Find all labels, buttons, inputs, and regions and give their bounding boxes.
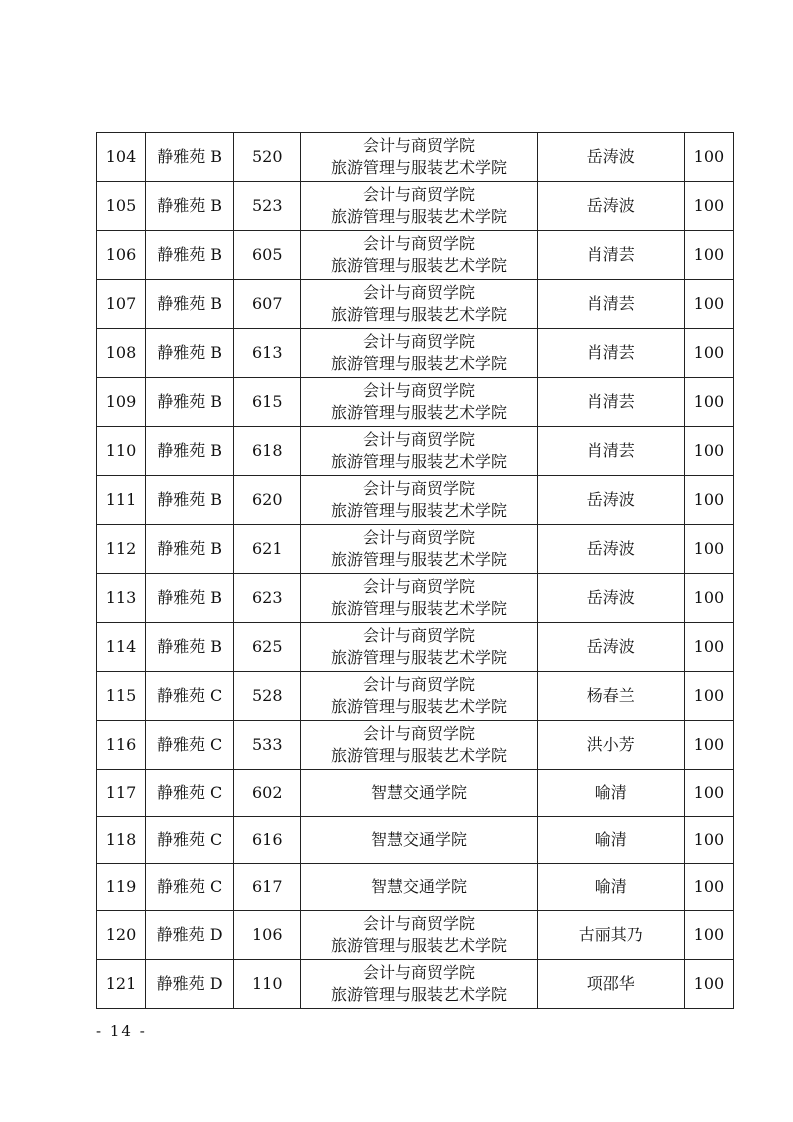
row-number-cell: 106 bbox=[97, 231, 146, 280]
room-cell: 623 bbox=[234, 574, 301, 623]
room-cell: 602 bbox=[234, 770, 301, 817]
row-number-cell: 119 bbox=[97, 864, 146, 911]
building-cell: 静雅苑 B bbox=[146, 329, 234, 378]
row-number-cell: 113 bbox=[97, 574, 146, 623]
teacher-cell: 肖清芸 bbox=[537, 378, 684, 427]
building-cell: 静雅苑 C bbox=[146, 770, 234, 817]
score-cell: 100 bbox=[684, 672, 733, 721]
building-cell: 静雅苑 D bbox=[146, 911, 234, 960]
table-row bbox=[97, 960, 734, 1009]
college-name: 旅游管理与服装艺术学院 bbox=[330, 207, 507, 226]
row-number-cell: 116 bbox=[97, 721, 146, 770]
teacher-cell: 洪小芳 bbox=[537, 721, 684, 770]
college-cell bbox=[301, 864, 537, 911]
row-number-cell: 118 bbox=[97, 817, 146, 864]
college-cell bbox=[301, 378, 537, 427]
teacher-cell: 肖清芸 bbox=[537, 231, 684, 280]
room-cell: 106 bbox=[234, 911, 301, 960]
room-cell: 625 bbox=[234, 623, 301, 672]
table-body bbox=[97, 133, 734, 1009]
college-name: 会计与商贸学院 bbox=[362, 283, 475, 302]
college-cell bbox=[301, 182, 537, 231]
college-cell bbox=[301, 574, 537, 623]
room-cell: 615 bbox=[234, 378, 301, 427]
table-row bbox=[97, 864, 734, 911]
score-cell: 100 bbox=[684, 721, 733, 770]
building-cell: 静雅苑 B bbox=[146, 280, 234, 329]
table-row bbox=[97, 911, 734, 960]
teacher-cell: 岳涛波 bbox=[537, 525, 684, 574]
building-cell: 静雅苑 C bbox=[146, 864, 234, 911]
score-cell: 100 bbox=[684, 525, 733, 574]
row-number-cell: 104 bbox=[97, 133, 146, 182]
college-name: 旅游管理与服装艺术学院 bbox=[330, 550, 507, 569]
college-cell bbox=[301, 911, 537, 960]
room-cell: 523 bbox=[234, 182, 301, 231]
college-name: 会计与商贸学院 bbox=[362, 332, 475, 351]
college-cell bbox=[301, 329, 537, 378]
room-cell: 616 bbox=[234, 817, 301, 864]
college-name: 旅游管理与服装艺术学院 bbox=[330, 697, 507, 716]
room-cell: 620 bbox=[234, 476, 301, 525]
college-name: 智慧交通学院 bbox=[370, 830, 467, 849]
room-cell: 110 bbox=[234, 960, 301, 1009]
college-name: 会计与商贸学院 bbox=[362, 136, 475, 155]
teacher-cell: 岳涛波 bbox=[537, 182, 684, 231]
room-cell: 607 bbox=[234, 280, 301, 329]
teacher-cell: 喻清 bbox=[537, 817, 684, 864]
teacher-cell: 肖清芸 bbox=[537, 329, 684, 378]
college-name: 旅游管理与服装艺术学院 bbox=[330, 599, 507, 618]
college-name: 会计与商贸学院 bbox=[362, 675, 475, 694]
building-cell: 静雅苑 D bbox=[146, 960, 234, 1009]
table-row bbox=[97, 427, 734, 476]
room-cell: 520 bbox=[234, 133, 301, 182]
teacher-cell: 肖清芸 bbox=[537, 280, 684, 329]
room-cell: 621 bbox=[234, 525, 301, 574]
table-row bbox=[97, 133, 734, 182]
building-cell: 静雅苑 B bbox=[146, 133, 234, 182]
room-cell: 613 bbox=[234, 329, 301, 378]
building-cell: 静雅苑 C bbox=[146, 721, 234, 770]
table-row bbox=[97, 574, 734, 623]
score-cell: 100 bbox=[684, 182, 733, 231]
college-cell bbox=[301, 623, 537, 672]
row-number-cell: 105 bbox=[97, 182, 146, 231]
table-row bbox=[97, 476, 734, 525]
college-name: 旅游管理与服装艺术学院 bbox=[330, 256, 507, 275]
college-cell bbox=[301, 525, 537, 574]
score-cell: 100 bbox=[684, 911, 733, 960]
college-name: 旅游管理与服装艺术学院 bbox=[330, 936, 507, 955]
college-name: 旅游管理与服装艺术学院 bbox=[330, 452, 507, 471]
row-number-cell: 120 bbox=[97, 911, 146, 960]
table-row bbox=[97, 721, 734, 770]
college-name: 会计与商贸学院 bbox=[362, 381, 475, 400]
college-name: 会计与商贸学院 bbox=[362, 479, 475, 498]
college-cell bbox=[301, 721, 537, 770]
room-cell: 528 bbox=[234, 672, 301, 721]
score-cell: 100 bbox=[684, 427, 733, 476]
college-name: 旅游管理与服装艺术学院 bbox=[330, 403, 507, 422]
score-cell: 100 bbox=[684, 329, 733, 378]
building-cell: 静雅苑 B bbox=[146, 525, 234, 574]
college-name: 旅游管理与服装艺术学院 bbox=[330, 158, 507, 177]
teacher-cell: 项邵华 bbox=[537, 960, 684, 1009]
college-cell bbox=[301, 476, 537, 525]
row-number-cell: 108 bbox=[97, 329, 146, 378]
room-cell: 605 bbox=[234, 231, 301, 280]
college-name: 会计与商贸学院 bbox=[362, 528, 475, 547]
college-cell bbox=[301, 770, 537, 817]
college-name: 旅游管理与服装艺术学院 bbox=[330, 648, 507, 667]
row-number-cell: 117 bbox=[97, 770, 146, 817]
table-row bbox=[97, 280, 734, 329]
college-name: 会计与商贸学院 bbox=[362, 626, 475, 645]
row-number-cell: 112 bbox=[97, 525, 146, 574]
room-cell: 618 bbox=[234, 427, 301, 476]
score-cell: 100 bbox=[684, 574, 733, 623]
college-cell bbox=[301, 960, 537, 1009]
table-row bbox=[97, 378, 734, 427]
table-row bbox=[97, 817, 734, 864]
college-cell bbox=[301, 133, 537, 182]
score-cell: 100 bbox=[684, 280, 733, 329]
building-cell: 静雅苑 C bbox=[146, 672, 234, 721]
score-cell: 100 bbox=[684, 817, 733, 864]
building-cell: 静雅苑 B bbox=[146, 476, 234, 525]
college-name: 会计与商贸学院 bbox=[362, 914, 475, 933]
room-cell: 533 bbox=[234, 721, 301, 770]
row-number-cell: 107 bbox=[97, 280, 146, 329]
building-cell: 静雅苑 B bbox=[146, 574, 234, 623]
college-name: 会计与商贸学院 bbox=[362, 185, 475, 204]
row-number-cell: 110 bbox=[97, 427, 146, 476]
building-cell: 静雅苑 B bbox=[146, 231, 234, 280]
college-name: 会计与商贸学院 bbox=[362, 963, 475, 982]
college-name: 会计与商贸学院 bbox=[362, 430, 475, 449]
building-cell: 静雅苑 B bbox=[146, 623, 234, 672]
college-cell bbox=[301, 231, 537, 280]
score-cell: 100 bbox=[684, 960, 733, 1009]
college-name: 会计与商贸学院 bbox=[362, 724, 475, 743]
score-cell: 100 bbox=[684, 231, 733, 280]
college-cell bbox=[301, 817, 537, 864]
row-number-cell: 111 bbox=[97, 476, 146, 525]
college-cell bbox=[301, 427, 537, 476]
college-name: 智慧交通学院 bbox=[370, 877, 467, 896]
inspection-table bbox=[96, 132, 734, 1009]
table-row bbox=[97, 525, 734, 574]
building-cell: 静雅苑 B bbox=[146, 182, 234, 231]
college-cell bbox=[301, 672, 537, 721]
teacher-cell: 古丽其乃 bbox=[537, 911, 684, 960]
building-cell: 静雅苑 B bbox=[146, 427, 234, 476]
teacher-cell: 岳涛波 bbox=[537, 574, 684, 623]
score-cell: 100 bbox=[684, 770, 733, 817]
teacher-cell: 杨春兰 bbox=[537, 672, 684, 721]
row-number-cell: 115 bbox=[97, 672, 146, 721]
college-name: 会计与商贸学院 bbox=[362, 577, 475, 596]
room-cell: 617 bbox=[234, 864, 301, 911]
row-number-cell: 109 bbox=[97, 378, 146, 427]
row-number-cell: 114 bbox=[97, 623, 146, 672]
page-number: - 14 - bbox=[96, 1022, 147, 1040]
college-name: 旅游管理与服装艺术学院 bbox=[330, 985, 507, 1004]
building-cell: 静雅苑 B bbox=[146, 378, 234, 427]
table-row bbox=[97, 770, 734, 817]
teacher-cell: 岳涛波 bbox=[537, 623, 684, 672]
building-cell: 静雅苑 C bbox=[146, 817, 234, 864]
table-row bbox=[97, 231, 734, 280]
teacher-cell: 喻清 bbox=[537, 770, 684, 817]
teacher-cell: 岳涛波 bbox=[537, 133, 684, 182]
score-cell: 100 bbox=[684, 864, 733, 911]
college-name: 旅游管理与服装艺术学院 bbox=[330, 501, 507, 520]
score-cell: 100 bbox=[684, 378, 733, 427]
table-row bbox=[97, 182, 734, 231]
college-cell bbox=[301, 280, 537, 329]
college-name: 旅游管理与服装艺术学院 bbox=[330, 305, 507, 324]
college-name: 旅游管理与服装艺术学院 bbox=[330, 746, 507, 765]
college-name: 智慧交通学院 bbox=[370, 783, 467, 802]
college-name: 会计与商贸学院 bbox=[362, 234, 475, 253]
table-row bbox=[97, 623, 734, 672]
teacher-cell: 喻清 bbox=[537, 864, 684, 911]
score-cell: 100 bbox=[684, 623, 733, 672]
table-row bbox=[97, 329, 734, 378]
table-row bbox=[97, 672, 734, 721]
teacher-cell: 岳涛波 bbox=[537, 476, 684, 525]
college-name: 旅游管理与服装艺术学院 bbox=[330, 354, 507, 373]
teacher-cell: 肖清芸 bbox=[537, 427, 684, 476]
score-cell: 100 bbox=[684, 476, 733, 525]
row-number-cell: 121 bbox=[97, 960, 146, 1009]
score-cell: 100 bbox=[684, 133, 733, 182]
